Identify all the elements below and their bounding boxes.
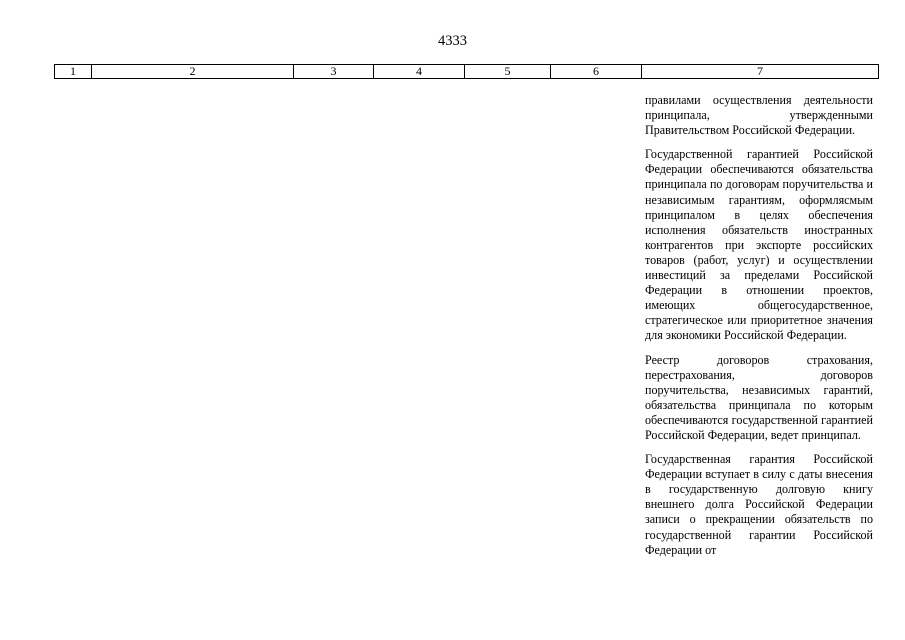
- column-number-5: 5: [465, 65, 551, 79]
- column-number-2: 2: [92, 65, 294, 79]
- column-number-7: 7: [642, 65, 879, 79]
- paragraph: правилами осуществления деятельности принципала, утвержденными Правительством Российской Федерации.: [645, 93, 873, 138]
- column-7-text: [645, 93, 873, 567]
- paragraph: Государственной гарантией Российской Федерации обеспечиваются обязательства принципала по договорам поручительства и независимым гарантиям, оформлясмым принципалом в целях обеспечения исполнения обязательств иностранных контрагентов при экспорте российских товаров (работ, услуг) и осуществлении инвестиций за пределами Российской Федерации в отношении проектов, имеющих общегосударственное, стратегическое или приоритетное значения для экономики Российской Федерации.: [645, 147, 873, 343]
- page-number: 4333: [438, 33, 467, 49]
- column-number-3: 3: [294, 65, 374, 79]
- column-number-header: [54, 64, 879, 79]
- column-number-6: 6: [551, 65, 642, 79]
- paragraph: Государственная гарантия Российской Федерации вступает в силу с даты внесения в государственную долговую книгу внешнего долга Российской Федерации записи о прекращении обязательств по государственной гарантии Российской Федерации от: [645, 452, 873, 557]
- column-number-4: 4: [374, 65, 465, 79]
- column-number-1: 1: [55, 65, 92, 79]
- paragraph: Реестр договоров страхования, перестрахования, договоров поручительства, независимых гарантий, обязательства принципала по которым обеспечиваются государственной гарантией Российской Федерации, ведет принципал.: [645, 352, 873, 442]
- header-row: [55, 65, 879, 79]
